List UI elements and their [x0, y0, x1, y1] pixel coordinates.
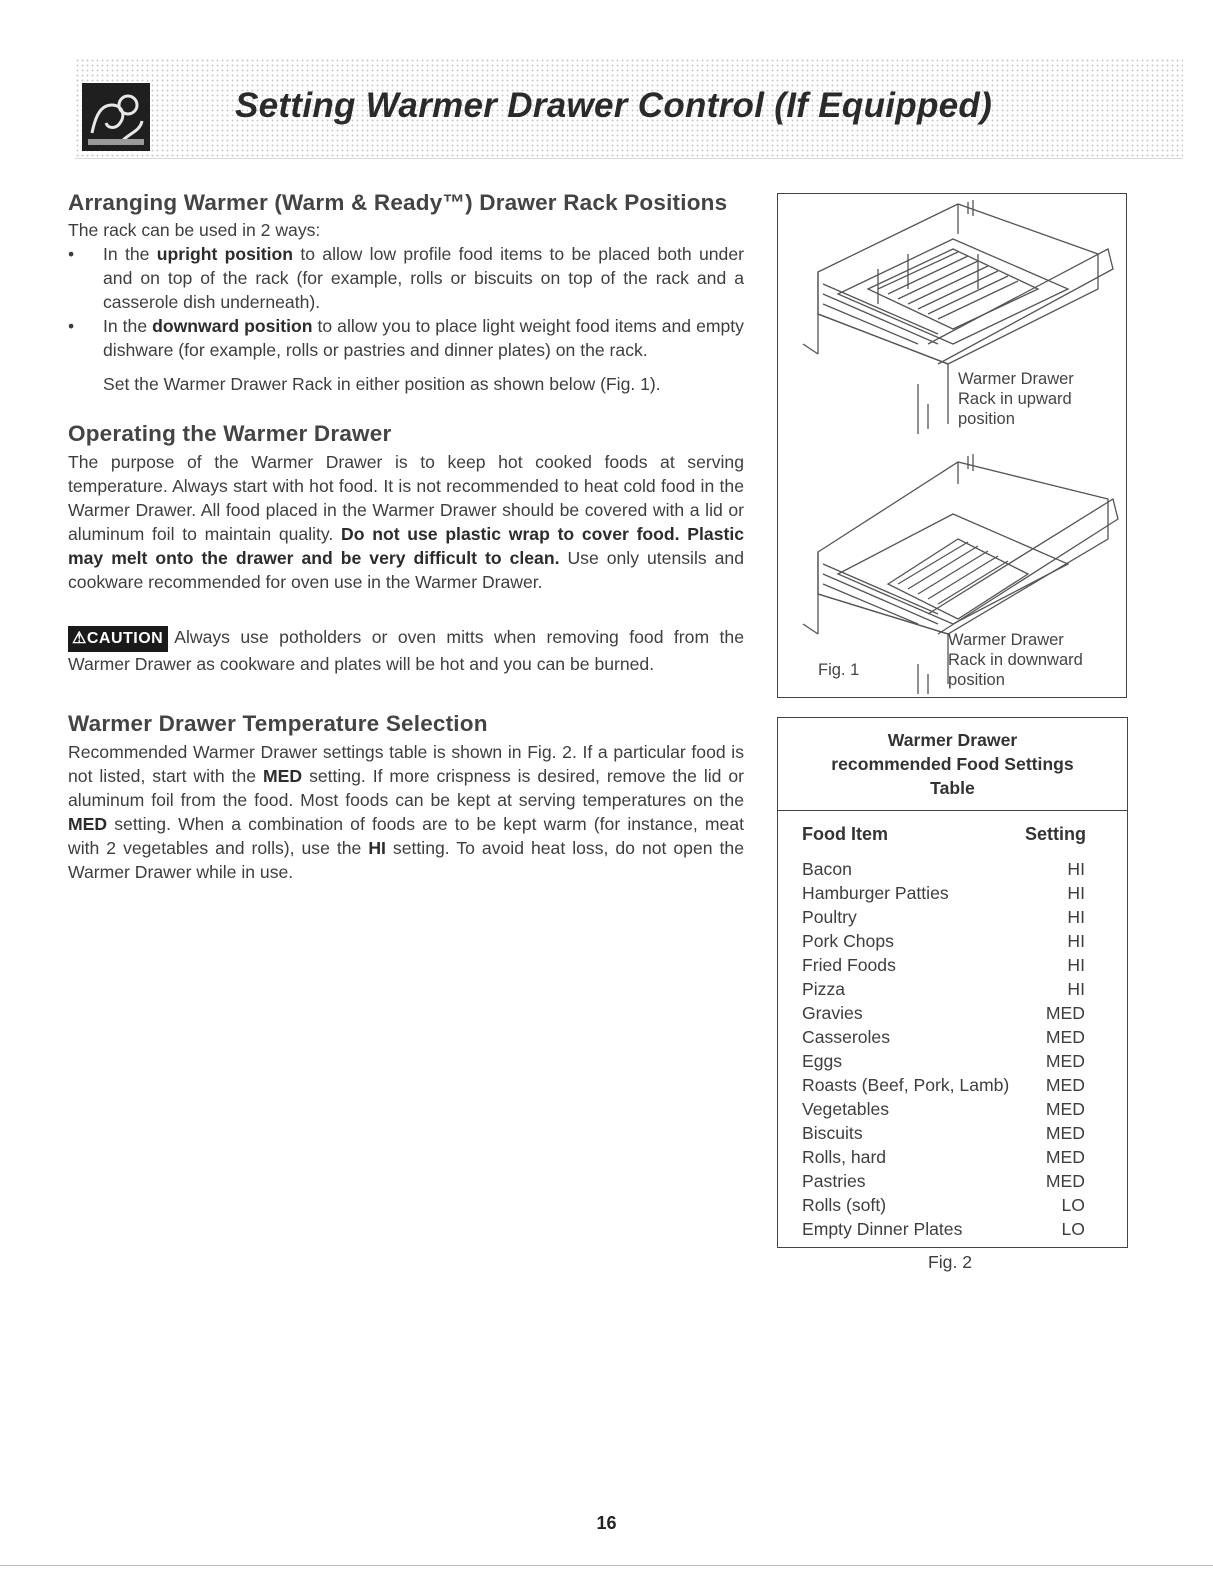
table-row — [802, 1097, 1085, 1121]
setting-cell: HI — [1067, 859, 1085, 879]
setting-cell: HI — [1067, 979, 1085, 999]
page-header — [75, 58, 1183, 159]
table-row — [802, 1169, 1085, 1193]
food-item-cell: Casseroles — [802, 1027, 891, 1047]
note-text: Set the Warmer Drawer Rack in either position as shown below (Fig. 1). — [103, 374, 661, 394]
table-row — [802, 1193, 1085, 1217]
food-item-cell: Rolls (soft) — [802, 1195, 887, 1215]
table-title: Warmer Drawer recommended Food Settings Table — [831, 730, 1074, 798]
bullet-list — [68, 242, 744, 362]
section-heading: Warmer Drawer Temperature Selection — [68, 711, 488, 736]
table-row — [802, 857, 1085, 881]
table-row — [802, 1025, 1085, 1049]
food-item-cell: Gravies — [802, 1003, 863, 1023]
food-item-cell: Fried Foods — [802, 955, 896, 975]
table-row — [802, 1049, 1085, 1073]
food-item-cell: Biscuits — [802, 1123, 863, 1143]
lower-rack-caption: Warmer Drawer Rack in downward position — [948, 631, 1083, 689]
caution-badge: ⚠CAUTION — [68, 626, 168, 652]
caution-block — [68, 625, 744, 676]
range-control-icon — [82, 83, 150, 151]
warmer-drawer-illustration — [778, 194, 1125, 696]
food-item-cell: Roasts (Beef, Pork, Lamb) — [802, 1075, 1010, 1095]
list-item: • In the downward position to allow you to place light weight food items and empty dishware (for example, rolls or pastries and dinner plates) on the rack. — [68, 316, 744, 360]
setting-cell: MED — [1045, 1075, 1085, 1095]
section-rack-positions — [68, 190, 744, 396]
table-row — [802, 1145, 1085, 1169]
column-header-setting: Setting — [1025, 824, 1086, 844]
setting-cell: MED — [1045, 1171, 1085, 1191]
setting-cell: HI — [1067, 907, 1085, 927]
figure-1 — [777, 193, 1127, 698]
table-row — [802, 977, 1085, 1001]
figure-label: Fig. 1 — [818, 661, 860, 679]
section-heading: Arranging Warmer (Warm & Ready™) Drawer Rack Positions — [68, 190, 728, 215]
food-item-cell: Hamburger Patties — [802, 883, 949, 903]
table-row — [802, 881, 1085, 905]
table-row — [802, 953, 1085, 977]
section-temperature — [68, 711, 744, 884]
upper-rack-caption: Warmer Drawer Rack in upward position — [958, 370, 1074, 428]
table-row — [802, 1001, 1085, 1025]
section-heading: Operating the Warmer Drawer — [68, 421, 392, 446]
setting-cell: LO — [1061, 1195, 1085, 1215]
table-divider — [778, 810, 1127, 811]
food-item-cell: Rolls, hard — [802, 1147, 887, 1167]
setting-cell: HI — [1067, 955, 1085, 975]
table-header — [802, 824, 1086, 845]
table-row — [802, 1073, 1085, 1097]
bullet-icon: • — [68, 244, 75, 264]
setting-cell: MED — [1045, 1099, 1085, 1119]
food-item-cell: Empty Dinner Plates — [802, 1219, 963, 1239]
setting-cell: MED — [1045, 1003, 1085, 1023]
footer-divider — [0, 1565, 1213, 1566]
table-row — [802, 929, 1085, 953]
page-title: Setting Warmer Drawer Control (If Equipped) — [235, 86, 993, 125]
food-item-cell: Pastries — [802, 1171, 866, 1191]
figure-2-label: Fig. 2 — [928, 1252, 973, 1272]
list-item: • In the upright position to allow low profile food items to be placed both under and on top of the rack (for example, rolls or biscuits on top of the rack and a casserole dish underneath). — [68, 244, 744, 312]
setting-cell: MED — [1045, 1123, 1085, 1143]
table-row — [802, 1217, 1085, 1241]
page-number: 16 — [596, 1513, 617, 1533]
setting-cell: HI — [1067, 883, 1085, 903]
table-body — [802, 857, 1085, 1241]
column-header-food-item: Food Item — [802, 824, 888, 844]
food-item-cell: Eggs — [802, 1051, 843, 1071]
food-item-cell: Pizza — [802, 979, 846, 999]
section-operating — [68, 421, 744, 594]
food-item-cell: Poultry — [802, 907, 857, 927]
setting-cell: HI — [1067, 931, 1085, 951]
food-item-cell: Pork Chops — [802, 931, 894, 951]
setting-cell: MED — [1045, 1147, 1085, 1167]
setting-cell: MED — [1045, 1051, 1085, 1071]
operating-text: The purpose of the Warmer Drawer is to keep hot cooked foods at serving temperature. Always start with hot food. It is not recommended to heat cold food in the Warmer Drawer. All food placed in the Warmer Drawer should be covered with a lid or aluminum foil to maintain quality. Do not use plastic wrap to cover food. Plastic may melt onto the drawer and be very difficult to clean. Use only utensils and cookware recommended for oven use in the Warmer Drawer. — [68, 452, 745, 592]
caution-text: ⚠CAUTION Always use potholders or oven mitts when removing food from the Warmer Drawer as cookware and plates will be hot and you can be burned. — [68, 627, 744, 674]
food-item-cell: Vegetables — [802, 1099, 890, 1119]
table-row — [802, 905, 1085, 929]
intro-text: The rack can be used in 2 ways: — [68, 220, 321, 240]
bullet-icon: • — [68, 316, 75, 336]
table-row — [802, 1121, 1085, 1145]
setting-cell: MED — [1045, 1027, 1085, 1047]
food-item-cell: Bacon — [802, 859, 852, 879]
food-settings-table — [777, 717, 1128, 1248]
temperature-text: Recommended Warmer Drawer settings table is shown in Fig. 2. If a particular food is not listed, start with the MED setting. If more crispness is desired, remove the lid or aluminum foil from the food. Most foods can be kept at serving temperatures on the MED setting. When a combination of foods are to be kept warm (for instance, meat with 2 vegetables and rolls), use the HI setting. To avoid heat loss, do not open the Warmer Drawer while in use. — [68, 742, 744, 882]
setting-cell: LO — [1061, 1219, 1085, 1239]
